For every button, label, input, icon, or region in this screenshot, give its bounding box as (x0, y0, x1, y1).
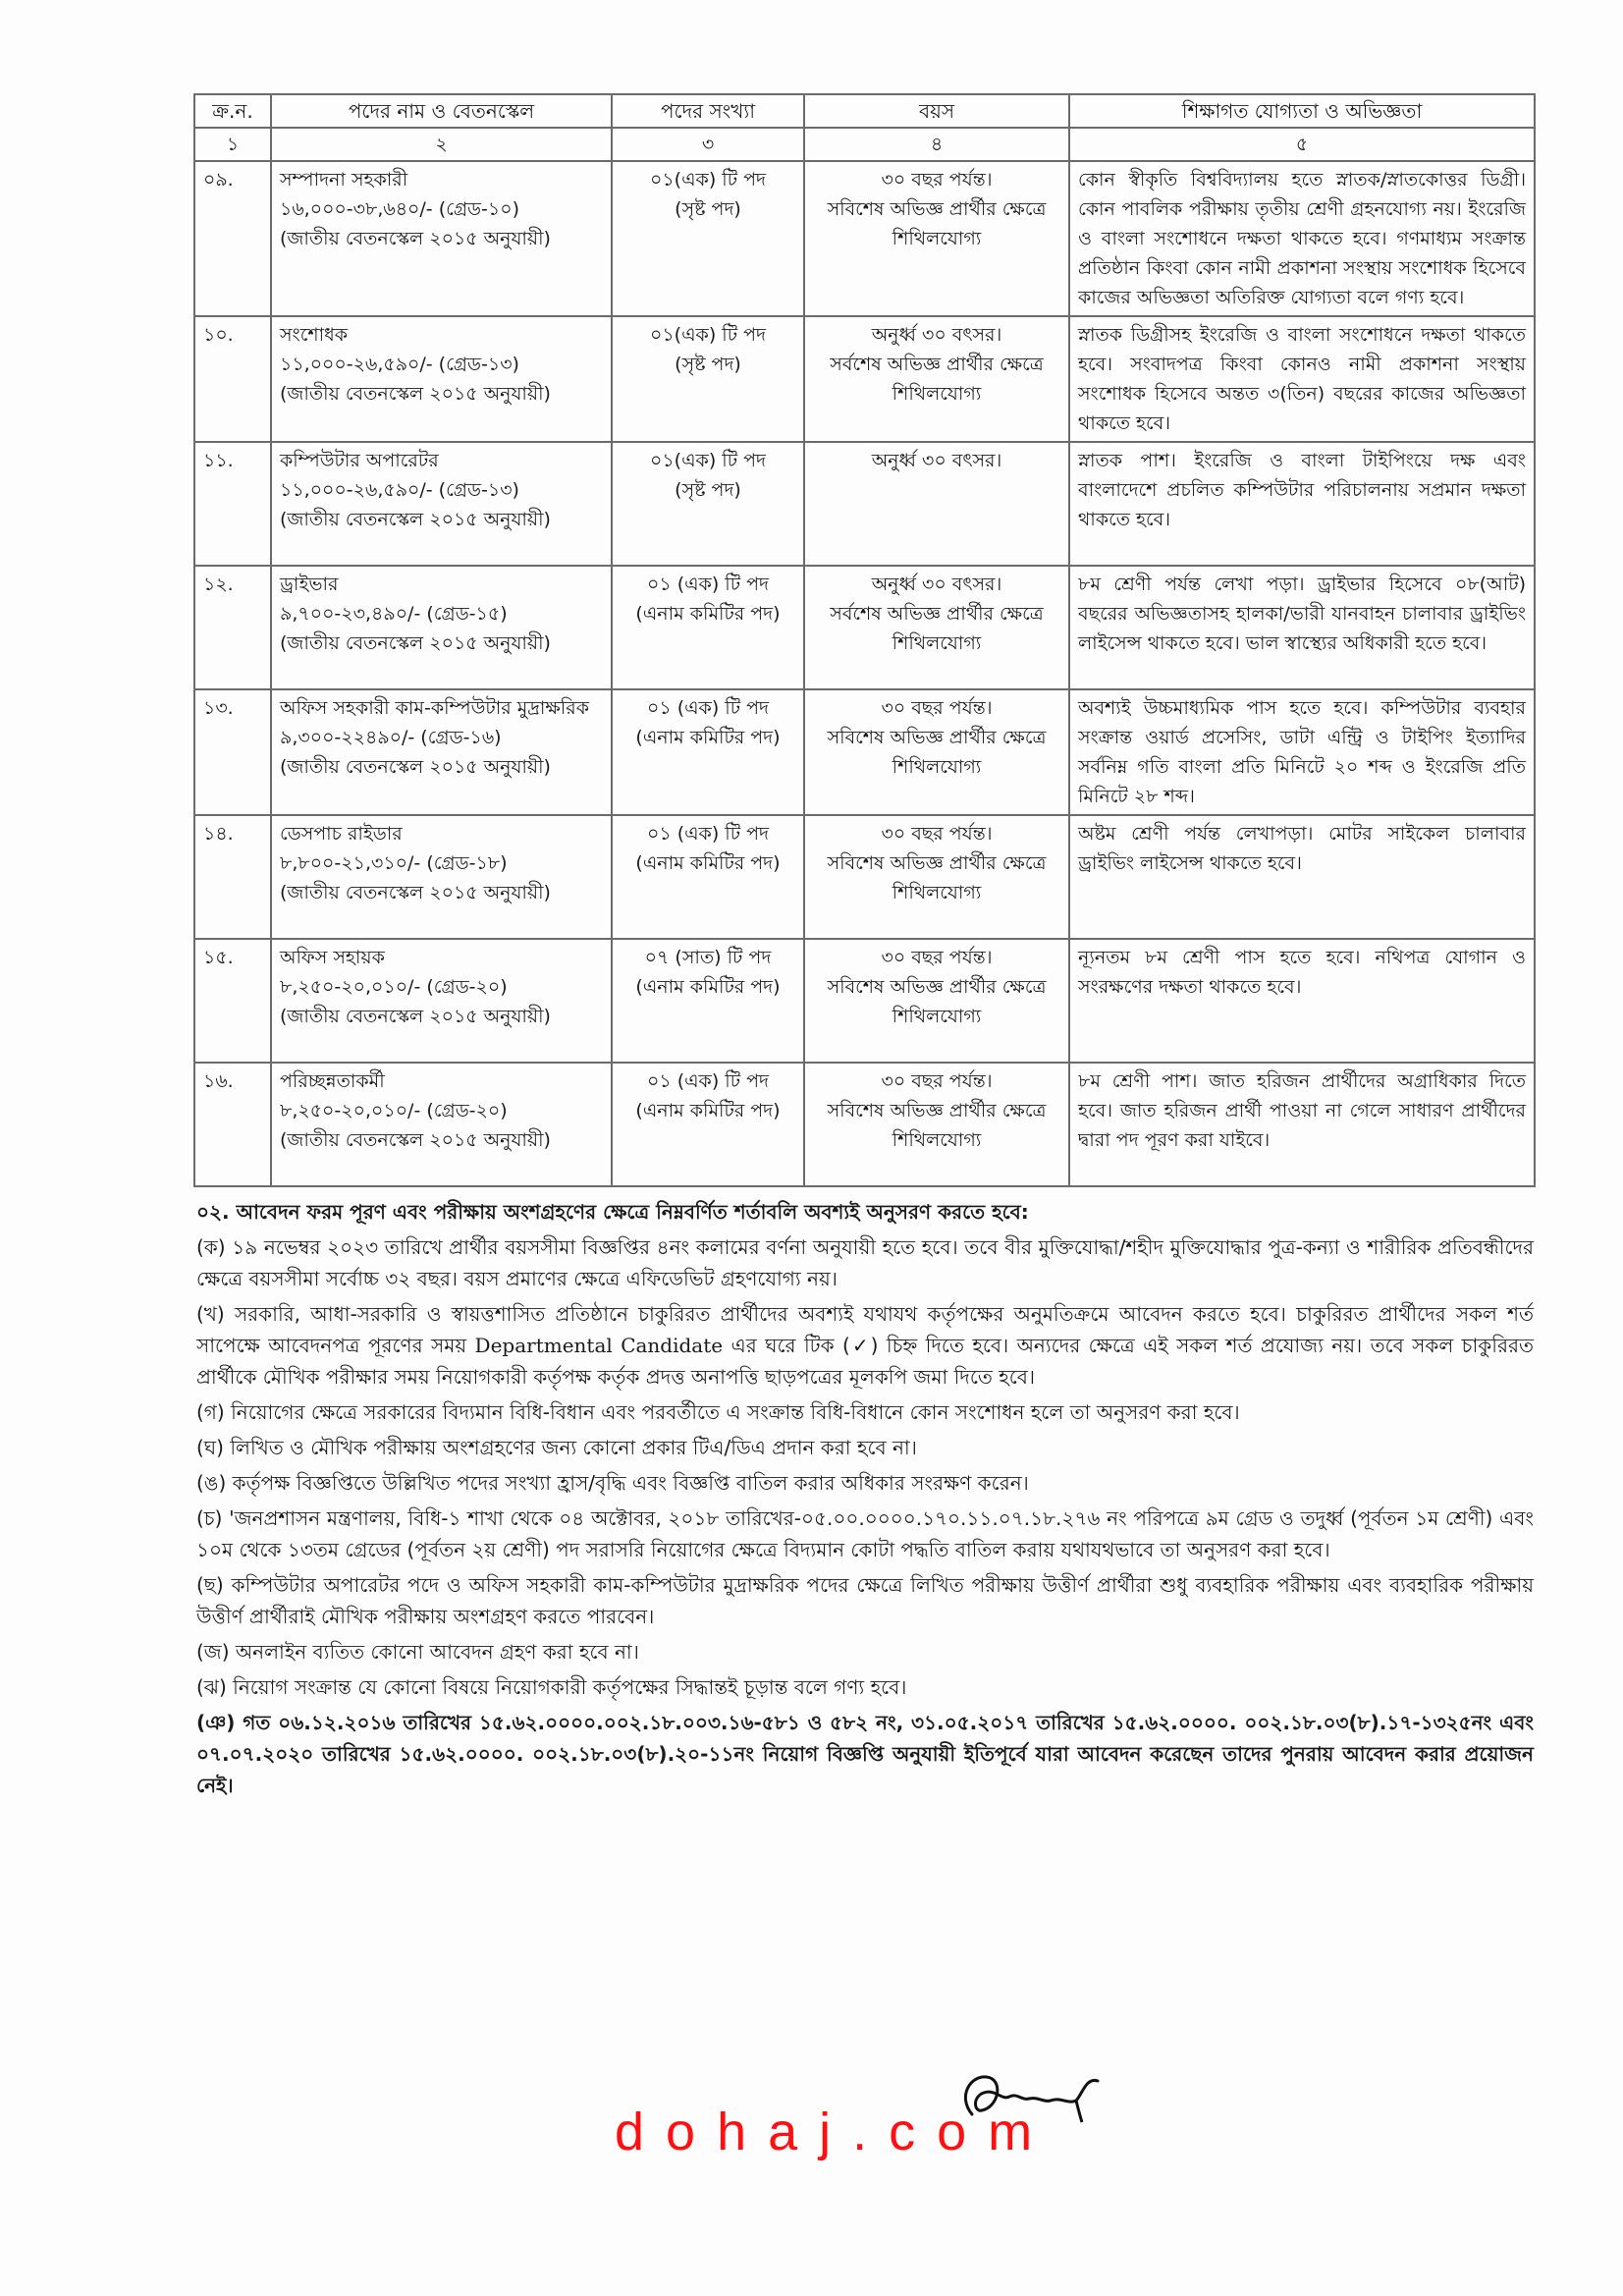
age-note: সবিশেষ অভিজ্ঞ প্রার্থীর ক্ষেত্রে শিথিলযোগ্য (827, 1100, 1047, 1151)
qualification-cell: ন্যূনতম ৮ম শ্রেণী পাস হতে হবে। নথিপত্র যোগান ও সংরক্ষণের দক্ষতা থাকতে হবে। (1069, 939, 1535, 1063)
post-cell (271, 1063, 612, 1186)
conditions-section (196, 1196, 1534, 1805)
qualification-cell: অবশ্যই উচ্চমাধ্যমিক পাস হতে হবে। কম্পিউটার ব্যবহার সংক্রান্ত ওয়ার্ড প্রসেসিং, ডাটা এন্ট্রি ও টাইপিং ইত্যাদির সর্বনিম্ন গতি বাংলা প্রতি মিনিটে ২০ শব্দ ও ইংরেজি প্রতি মিনিটে ২৮ শব্দ। (1069, 689, 1535, 815)
header-age: বয়স (804, 94, 1069, 128)
post-count-note: (সৃষ্ট পদ) (675, 354, 741, 375)
table-row (194, 815, 1535, 939)
count-cell (612, 316, 804, 442)
age-cell (804, 939, 1069, 1063)
post-name: অফিস সহায়ক (280, 947, 385, 968)
column-number: ৩ (612, 128, 804, 161)
table-row (194, 939, 1535, 1063)
qualification-cell: স্নাতক পাশ। ইংরেজি ও বাংলা টাইপিংয়ে দক্ষ এবং বাংলাদেশে প্রচলিত কম্পিউটার পরিচালনায় সপ্রমান দক্ষতা থাকতে হবে। (1069, 442, 1535, 566)
count-cell (612, 939, 804, 1063)
age-limit: ৩০ বছর পর্যন্ত। (881, 823, 993, 845)
qualification-cell: কোন স্বীকৃতি বিশ্ববিদ্যালয় হতে স্নাতক/স্নাতকোত্তর ডিগ্রী। কোন পাবলিক পরীক্ষায় তৃতীয় শ্রেণী গ্রহনযোগ্য নয়। ইংরেজি ও বাংলা সংশোধনে দক্ষতা থাকতে হবে। গণমাধ্যম সংক্রান্ত প্রতিষ্ঠান কিংবা কোন নামী প্রকাশনা সংস্থায় সংশোধক হিসেবে কাজের অভিজ্ঞতা অতিরিক্ত যোগ্যতা বলে গণ্য হবে। (1069, 161, 1535, 316)
post-cell (271, 566, 612, 689)
post-name: পরিচ্ছন্নতাকর্মী (280, 1070, 385, 1092)
post-count: ০১ (এক) টি পদ (646, 1070, 770, 1092)
post-count-note: (এনাম কমিটির পদ) (635, 603, 781, 625)
condition-cha: (চ) 'জনপ্রশাসন মন্ত্রণালয়, বিধি-১ শাখা থেকে ০৪ অক্টোবর, ২০১৮ তারিখের-০৫.০০.০০০০.১৭০.১১.০৭.১৮.২৭৬ নং পরিপত্রে ৯ম গ্রেড ও তদুর্ধ্ব (পূর্বতন ১ম শ্রেণী) এবং ১০ম থেকে ১৩তম গ্রেডের (পূর্বতন ২য় শ্রেণী) পদ সরাসরি নিয়োগের ক্ষেত্রে বিদ্যমান কোটা পদ্ধতি বাতিল করায় যথাযথভাবে তা অনুসরণ করা হবে। (196, 1506, 1534, 1561)
age-note: সর্বশেষ অভিজ্ঞ প্রার্থীর ক্ষেত্রে শিথিলযোগ্য (830, 603, 1044, 654)
pay-scale: ৮,২৫০-২০,০১০/- (গ্রেড-২০) (280, 1100, 508, 1121)
pay-scale-note: (জাতীয় বেতনস্কেল ২০১৫ অনুযায়ী) (280, 1129, 551, 1151)
table-row (194, 442, 1535, 566)
column-number: ১ (194, 128, 271, 161)
post-cell (271, 161, 612, 316)
count-cell (612, 161, 804, 316)
age-limit: ৩০ বছর পর্যন্ত। (881, 1070, 993, 1092)
condition-ga: (গ) নিয়োগের ক্ষেত্রে সরকারের বিদ্যমান বিধি-বিধান এবং পরবর্তীতে এ সংক্রান্ত বিধি-বিধানে কোন সংশোধন হলে তা অনুসরণ করা হবে। (196, 1400, 1240, 1424)
post-cell (271, 442, 612, 566)
age-cell (804, 689, 1069, 815)
serial-cell: ১২. (194, 566, 271, 689)
age-cell (804, 442, 1069, 566)
serial-cell: ১৫. (194, 939, 271, 1063)
post-count: ০১(এক) টি পদ (649, 450, 766, 471)
conditions-heading: ০২. আবেদন ফরম পূরণ এবং পরীক্ষায় অংশগ্রহণের ক্ষেত্রে নিম্নবর্ণিত শর্তাবলি অবশ্যই অনুসরণ করতে হবে: (196, 1200, 1029, 1224)
pay-scale: ৮,২৫০-২০,০১০/- (গ্রেড-২০) (280, 976, 508, 998)
posts-table (193, 93, 1536, 1187)
condition-ka: (ক) ১৯ নভেম্বর ২০২৩ তারিখে প্রার্থীর বয়সসীমা বিজ্ঞপ্তির ৪নং কলামের বর্ণনা অনুযায়ী হতে হবে। তবে বীর মুক্তিযোদ্ধা/শহীদ মুক্তিযোদ্ধার পুত্র-কন্যা ও শারীরিক প্রতিবন্ধীদের ক্ষেত্রে বয়সসীমা সর্বোচ্চ ৩২ বছর। বয়স প্রমাণের ক্ষেত্রে এফিডেভিট গ্রহণযোগ্য নয়। (196, 1235, 1534, 1290)
pay-scale: ১১,০০০-২৬,৫৯০/- (গ্রেড-১৩) (280, 354, 519, 375)
departmental-candidate-text: Departmental Candidate (474, 1334, 724, 1357)
age-limit: ৩০ বছর পর্যন্ত। (881, 169, 993, 191)
age-note: সর্বশেষ অভিজ্ঞ প্রার্থীর ক্ষেত্রে শিথিলযোগ্য (830, 354, 1044, 405)
condition-jha: (ঝ) নিয়োগ সংক্রান্ত যে কোনো বিষয়ে নিয়োগকারী কর্তৃপক্ষের সিদ্ধান্তই চূড়ান্ত বলে গণ্য হবে। (196, 1675, 907, 1699)
age-cell (804, 161, 1069, 316)
post-count-note: (এনাম কমিটির পদ) (635, 852, 781, 874)
table-row (194, 1063, 1535, 1186)
table-row (194, 566, 1535, 689)
condition-kha-part2: এর ঘরে টিক (✓) চিহ্ন দিতে হবে। অন্যদের ক্ষেত্রে এই সকল শর্ত প্রযোজ্য নয়। তবে সকল চাকুরিরত প্রার্থীকে মৌখিক পরীক্ষার সময় নিয়োগকারী কর্তৃপক্ষ কর্তৃক প্রদত্ত অনাপত্তি ছাড়পত্রের মূলকপি জমা দিতে হবে। (196, 1334, 1534, 1389)
post-count-note: (এনাম কমিটির পদ) (635, 727, 781, 748)
post-count: ০১ (এক) টি পদ (646, 697, 770, 719)
serial-cell: ১৪. (194, 815, 271, 939)
condition-umo: (ঙ) কর্তৃপক্ষ বিজ্ঞপ্তিতে উল্লিখিত পদের সংখ্যা হ্রাস/বৃদ্ধি এবং বিজ্ঞপ্তি বাতিল করার অধিকার সংরক্ষণ করেন। (196, 1471, 1029, 1495)
table-row (194, 689, 1535, 815)
table-row (194, 316, 1535, 442)
serial-cell: ০৯. (194, 161, 271, 316)
condition-kha-part1: (খ) সরকারি, আধা-সরকারি ও স্বায়ত্তশাসিত প্রতিষ্ঠানে চাকুরিরত প্রার্থীদের অবশ্যই যথাযথ কর্তৃপক্ষের অনুমতিক্রমে আবেদন করতে হবে। চাকুরিরত প্রার্থীদের সকল শর্ত সাপেক্ষে আবেদনপত্র পূরণের সময় (196, 1302, 1534, 1357)
post-count: ০১(এক) টি পদ (649, 324, 766, 346)
header-qualification: শিক্ষাগত যোগ্যতা ও অভিজ্ঞতা (1069, 94, 1535, 128)
serial-cell: ১০. (194, 316, 271, 442)
pay-scale-note: (জাতীয় বেতনস্কেল ২০১৫ অনুযায়ী) (280, 1006, 551, 1027)
age-cell (804, 316, 1069, 442)
age-note: সবিশেষ অভিজ্ঞ প্রার্থীর ক্ষেত্রে শিথিলযোগ্য (827, 198, 1047, 249)
pay-scale: ৯,৩০০-২২৪৯০/- (গ্রেড-১৬) (280, 727, 502, 748)
count-cell (612, 566, 804, 689)
pay-scale-note: (জাতীয় বেতনস্কেল ২০১৫ অনুযায়ী) (280, 228, 551, 249)
post-cell (271, 316, 612, 442)
pay-scale-note: (জাতীয় বেতনস্কেল ২০১৫ অনুযায়ী) (280, 509, 551, 530)
age-limit: অনুর্ধ্ব ৩০ বৎসর। (871, 324, 1002, 346)
post-count: ০১ (এক) টি পদ (646, 823, 770, 845)
count-cell (612, 442, 804, 566)
pay-scale-note: (জাতীয় বেতনস্কেল ২০১৫ অনুযায়ী) (280, 632, 551, 654)
post-name: ডেসপাচ রাইডার (280, 823, 403, 845)
column-number-row (194, 128, 1535, 161)
pay-scale-note: (জাতীয় বেতনস্কেল ২০১৫ অনুযায়ী) (280, 882, 551, 903)
condition-nya: (ঞ) গত ০৬.১২.২০১৬ তারিখের ১৫.৬২.০০০০.০০২.১৮.০০৩.১৬-৫৮১ ও ৫৮২ নং, ৩১.০৫.২০১৭ তারিখের ১৫.৬২.০০০০. ০০২.১৮.০৩(৮).১৭-১৩২৫নং এবং ০৭.০৭.২০২০ তারিখের ১৫.৬২.০০০০. ০০২.১৮.০৩(৮).২০-১১নং নিয়োগ বিজ্ঞপ্তি অনুযায়ী ইতিপূর্বে যারা আবেদন করেছেন তাদের পুনরায় আবেদন করার প্রয়োজন নেই। (196, 1711, 1534, 1797)
age-limit: অনুর্ধ্ব ৩০ বৎসর। (871, 450, 1002, 471)
condition-gha: (ঘ) লিখিত ও মৌখিক পরীক্ষায় অংশগ্রহণের জন্য কোনো প্রকার টিএ/ডিএ প্রদান করা হবে না। (196, 1436, 917, 1459)
header-post-count: পদের সংখ্যা (612, 94, 804, 128)
count-cell (612, 815, 804, 939)
watermark-text: dohaj.com (615, 2103, 1055, 2161)
table-row (194, 161, 1535, 316)
condition-kha (196, 1298, 1534, 1393)
post-name: সংশোধক (280, 324, 349, 346)
condition-chha: (ছ) কম্পিউটার অপারেটর পদে ও অফিস সহকারী কাম-কম্পিউটার মুদ্রাক্ষরিক পদের ক্ষেত্রে লিখিত পরীক্ষায় উত্তীর্ণ প্রার্থীরা শুধু ব্যবহারিক পরীক্ষায় এবং ব্যবহারিক পরীক্ষায় উত্তীর্ণ প্রার্থীরাই মৌখিক পরীক্ষায় অংশগ্রহণ করতে পারবেন। (196, 1573, 1534, 1628)
qualification-cell: ৮ম শ্রেণী পাশ। জাত হরিজন প্রার্থীদের অগ্রাধিকার দিতে হবে। জাত হরিজন প্রার্থী পাওয়া না গেলে সাধারণ প্রার্থীদের দ্বারা পদ পূরণ করা যাইবে। (1069, 1063, 1535, 1186)
post-count-note: (সৃষ্ট পদ) (675, 198, 741, 220)
count-cell (612, 1063, 804, 1186)
pay-scale-note: (জাতীয় বেতনস্কেল ২০১৫ অনুযায়ী) (280, 756, 551, 778)
age-cell (804, 815, 1069, 939)
column-number: ২ (271, 128, 612, 161)
post-name: কম্পিউটার অপারেটর (280, 450, 439, 471)
pay-scale: ১৬,০০০-৩৮,৬৪০/- (গ্রেড-১০) (280, 198, 519, 220)
column-number: ৪ (804, 128, 1069, 161)
post-name: ড্রাইভার (280, 574, 339, 595)
serial-cell: ১৬. (194, 1063, 271, 1186)
age-cell (804, 1063, 1069, 1186)
age-note: সবিশেষ অভিজ্ঞ প্রার্থীর ক্ষেত্রে শিথিলযোগ্য (827, 727, 1047, 778)
post-count: ০১(এক) টি পদ (649, 169, 766, 191)
pay-scale: ৮,৮০০-২১,৩১০/- (গ্রেড-১৮) (280, 852, 508, 874)
qualification-cell: ৮ম শ্রেণী পর্যন্ত লেখা পড়া। ড্রাইভার হিসেবে ০৮(আট) বছরের অভিজ্ঞতাসহ হালকা/ভারী যানবাহন চালাবার ড্রাইভিং লাইসেন্স থাকতে হবে। ভাল স্বাস্থ্যের অধিকারী হতে হবে। (1069, 566, 1535, 689)
post-cell (271, 939, 612, 1063)
post-name: অফিস সহকারী কাম-কম্পিউটার মুদ্রাক্ষরিক (280, 697, 589, 719)
post-cell (271, 815, 612, 939)
post-count-note: (এনাম কমিটির পদ) (635, 976, 781, 998)
post-count: ০১ (এক) টি পদ (646, 574, 770, 595)
table-header-row (194, 94, 1535, 128)
serial-cell: ১১. (194, 442, 271, 566)
column-number: ৫ (1069, 128, 1535, 161)
post-count: ০৭ (সাত) টি পদ (644, 947, 772, 968)
post-count-note: (এনাম কমিটির পদ) (635, 1100, 781, 1121)
post-cell (271, 689, 612, 815)
pay-scale: ৯,৭০০-২৩,৪৯০/- (গ্রেড-১৫) (280, 603, 508, 625)
qualification-cell: স্নাতক ডিগ্রীসহ ইংরেজি ও বাংলা সংশোধনে দক্ষতা থাকতে হবে। সংবাদপত্র কিংবা কোনও নামী প্রকাশনা সংস্থায় সংশোধক হিসেবে অন্তত ৩(তিন) বছরের কাজের অভিজ্ঞতা থাকতে হবে। (1069, 316, 1535, 442)
age-cell (804, 566, 1069, 689)
qualification-cell: অষ্টম শ্রেণী পর্যন্ত লেখাপড়া। মোটর সাইকেল চালাবার ড্রাইভিং লাইসেন্স থাকতে হবে। (1069, 815, 1535, 939)
serial-cell: ১৩. (194, 689, 271, 815)
post-name: সম্পাদনা সহকারী (280, 169, 408, 191)
age-limit: অনুর্ধ্ব ৩০ বৎসর। (871, 574, 1002, 595)
age-limit: ৩০ বছর পর্যন্ত। (881, 947, 993, 968)
age-limit: ৩০ বছর পর্যন্ত। (881, 697, 993, 719)
age-note: সবিশেষ অভিজ্ঞ প্রার্থীর ক্ষেত্রে শিথিলযোগ্য (827, 976, 1047, 1027)
pay-scale: ১১,০০০-২৬,৫৯০/- (গ্রেড-১৩) (280, 479, 519, 501)
count-cell (612, 689, 804, 815)
post-count-note: (সৃষ্ট পদ) (675, 479, 741, 501)
header-serial: ক্র.ন. (194, 94, 271, 128)
condition-ja: (জ) অনলাইন ব্যতিত কোনো আবেদন গ্রহণ করা হবে না। (196, 1640, 639, 1664)
pay-scale-note: (জাতীয় বেতনস্কেল ২০১৫ অনুযায়ী) (280, 383, 551, 405)
age-note: সবিশেষ অভিজ্ঞ প্রার্থীর ক্ষেত্রে শিথিলযোগ্য (827, 852, 1047, 903)
header-post-scale: পদের নাম ও বেতনস্কেল (271, 94, 612, 128)
